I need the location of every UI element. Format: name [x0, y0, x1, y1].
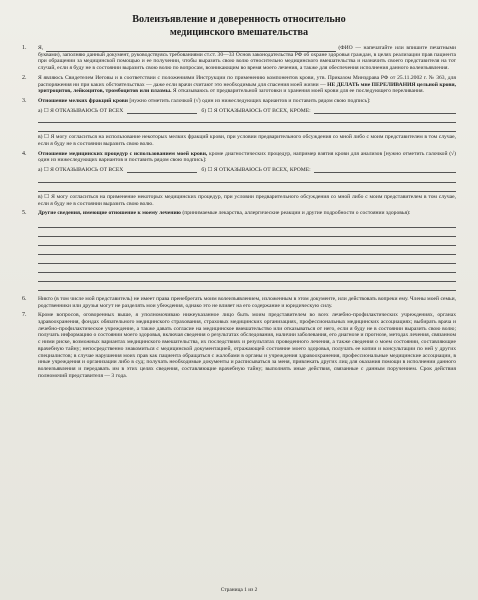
section-1 [22, 45, 456, 72]
title-line-1: Волеизъявление и доверенность относительно [132, 14, 346, 25]
section-number: 7. [22, 312, 27, 319]
option-a-label[interactable]: а) ☐ Я ОТКАЗЫВАЮСЬ ОТ ВСЕХ [38, 107, 124, 114]
section-3 [22, 98, 456, 148]
section-1-text: (ФИО — напечатайте или впишите печатными буквами), заполняю данный документ, руководствуясь требованиями ст.ст. 30—33 Основ законодательства РФ об охране здоровья граждан, в целях реализации прав пациента при обращении за медицинской помощью и ее получении, чтобы выразить свою волю относительно медицинского вмешательства и назначить своего представителя на тот случай, если я буду не в состоянии выразить свою волю по вопросам, возникающим во время моего лечения, а также для обеспечения исполнения данного волеизъявления. [38, 45, 457, 72]
section-5-rest: (принимаемые лекарства, аллергические реакции и другие подробности о состоянии здоровья): [180, 210, 411, 217]
section-number: 2. [22, 74, 27, 81]
section-4-options-ab [38, 167, 456, 174]
blank-line[interactable] [38, 275, 456, 282]
section-2-text-b: Я отказываюсь от предварительной заготовки и хранения моей крови для ее последующего переливания. [171, 88, 424, 95]
section-4-head: Отношение медицинских процедур с использованием моей крови, [38, 150, 208, 157]
section-6 [22, 296, 456, 309]
blank-line[interactable] [38, 221, 456, 228]
section-5 [22, 210, 456, 293]
option-a-signature-line[interactable] [127, 167, 197, 173]
option-a-label[interactable]: а) ☐ Я ОТКАЗЫВАЮСЬ ОТ ВСЕХ [38, 167, 124, 174]
section-5-head: Другие сведения, имеющие отношение к моему лечению [38, 210, 181, 217]
option-v-label[interactable]: в) ☐ Я могу согласиться на применение некоторых медицинских процедур, при условии предварительного обсуждения со мной либо с моим представителем в том случае, если я буду не в состоянии выразить свою волю. [38, 193, 456, 207]
section-4-rest: кроме диагностических процедур, например взятия крови для анализов [нужно отметить галочкой (√) один из нижеследующих вариантов и поставить рядом свою подпись]: [38, 150, 456, 164]
section-2 [22, 75, 456, 95]
blank-line[interactable] [38, 125, 456, 132]
blank-line[interactable] [38, 239, 456, 246]
section-number: 3. [22, 97, 27, 104]
section-3-rest: [нужно отметить галочкой (√) один из нижеследующих вариантов и поставить рядом свою подпись]: [128, 97, 371, 104]
title-line-2: медицинского вмешательства [169, 26, 309, 38]
section-2-text-a: Я являюсь Свидетелем Иеговы и в соответствии с положениями Инструкции по применению компонентов крови, утв. Приказом Минздрава РФ от 25.11.2002 г. № 363, для распоряжения ни при каких обстоятельствах — даже если врачи считают это необходимым для спасения моей жизни — [38, 74, 456, 88]
section-2-bold: НЕ ДЕЛАТЬ мне ПЕРЕЛИВАНИЯ цельной крови, эритроцитов, лейкоцитов, тромбоцитов или плазмы. [38, 81, 456, 95]
section-number: 5. [22, 210, 27, 217]
option-a-signature-line[interactable] [127, 108, 197, 114]
section-number: 6. [22, 295, 27, 302]
blank-line[interactable] [38, 230, 456, 237]
option-b-signature-line[interactable] [314, 167, 456, 173]
blank-line[interactable] [38, 266, 456, 273]
blank-line[interactable] [38, 176, 456, 183]
blank-line[interactable] [38, 248, 456, 255]
section-1-lead: Я, [38, 45, 46, 51]
section-3-head: Отношение мелких фракций крови [38, 97, 129, 104]
section-7-text: Кроме вопросов, оговоренных выше, я уполномочиваю нижеуказанное лицо быть моим представителем во всех лечебно-профилактических учреждениях, органах здравоохранения, фондах обязательного медицинского страхования, страховых медицинских организациях, профессиональных медицинских ассоциациях; выбирать врача и лечебно-профилактическое учреждение, а также давать согласие на медицинское вмешательство или отказываться от него, если я буду не в состоянии выразить свою волю; получать информацию о состоянии моего здоровья, включая сведения о результатах обследования, наличии заболевания, его диагнозе и прогнозе, методах лечения, связанном с ними риске, возможных вариантах медицинского вмешательства, их последствиях и результатах проведенного лечения, а также сведения о моем состоянии, составляющие врачебную тайну; непосредственно знакомиться с медицинской документацией, отражающей состояние моего здоровья, получать ее копии и консультации по ней у других специалистов; в случае нарушения моих прав как пациента обращаться с жалобами в органы и учреждения здравоохранения, профессиональные медицинские ассоциации, в иные учреждения и организации либо в суд; получать необходимые документы и расписываться за меня, привлекать других лиц для оказания помощи в исполнении данного волеизъявления и передавать им в этих целях сведения, составляющие врачебную тайну; выполнять иные действия, связанные с данным поручением. Срок действия полномочий представителя — 3 года. [38, 312, 456, 379]
blank-line[interactable] [38, 116, 456, 123]
option-b-label[interactable]: б) ☐ Я ОТКАЗЫВАЮСЬ ОТ ВСЕХ, КРОМЕ: [201, 107, 311, 114]
option-b-label[interactable]: б) ☐ Я ОТКАЗЫВАЮСЬ ОТ ВСЕХ, КРОМЕ: [201, 167, 311, 174]
page-footer: Страница 1 из 2 [220, 587, 258, 594]
document-title [22, 14, 456, 39]
blank-line[interactable] [38, 257, 456, 264]
section-number: 4. [22, 150, 27, 157]
section-4 [22, 151, 456, 208]
option-b-signature-line[interactable] [314, 108, 456, 114]
section-6-text: Никто (в том числе мой представитель) не имеет права пренебрегать моим волеизъявлением, изложенным в этом документе, или действовать вопреки ему. Члены моей семьи, родственники или друзья могут не разделять мои убеждения, однако это не влияет на его содержание и юридическую силу. [38, 295, 456, 309]
blank-line[interactable] [38, 185, 456, 192]
blank-line[interactable] [38, 284, 456, 291]
section-number: 1. [22, 45, 27, 51]
section-7 [22, 312, 456, 379]
option-v-label[interactable]: в) ☐ Я могу согласиться на использование некоторых мелких фракций крови, при условии предварительного обсуждения со мной либо с моим представителем в том случае, если я буду не в состоянии выразить свою волю. [38, 134, 456, 148]
section-3-options-ab [38, 108, 456, 115]
